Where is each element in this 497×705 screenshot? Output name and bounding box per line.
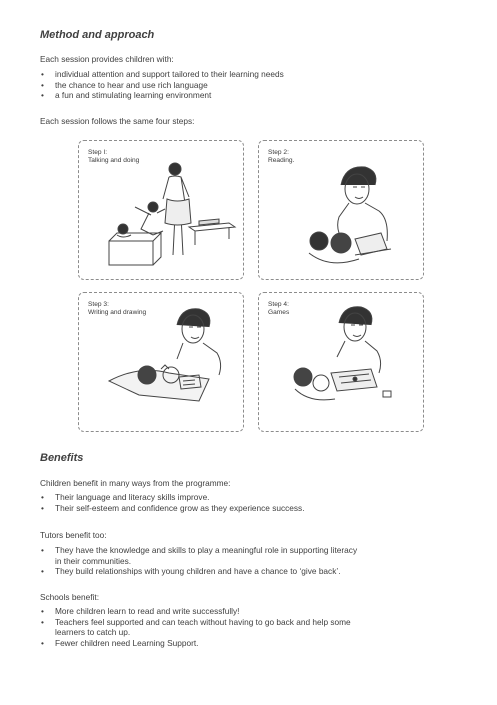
- method-bullet-list: [40, 69, 284, 101]
- writing-and-drawing-illustration: [79, 293, 245, 433]
- tutors-benefits-intro: Tutors benefit too:: [40, 530, 107, 540]
- schools-benefits-intro: Schools benefit:: [40, 592, 100, 602]
- list-item: • individual attention and support tailored to their learning needs: [40, 69, 284, 80]
- step-name: Reading.: [268, 157, 295, 164]
- list-item-line: • Teachers feel supported and can teach without having to go back and help some: [55, 616, 351, 627]
- games-illustration: [259, 293, 425, 433]
- step-label: Step 2:: [268, 149, 289, 156]
- step-panel-3: [78, 292, 244, 432]
- steps-intro: Each session follows the same four steps:: [40, 116, 195, 126]
- step-name: Talking and doing: [88, 157, 140, 164]
- step-panel-4: [258, 292, 424, 432]
- list-item: [40, 617, 351, 638]
- list-item: • They build relationships with young children and have a chance to ‘give back’.: [40, 566, 357, 577]
- steps-illustration-grid: [78, 140, 424, 432]
- step-label: Step 3:: [88, 301, 109, 308]
- reading-illustration: [259, 141, 425, 281]
- step-name: Games: [268, 309, 290, 316]
- method-heading: Method and approach: [40, 29, 155, 41]
- list-item: • Their self-esteem and confidence grow as they experience success.: [40, 503, 305, 514]
- step-panel-2: [258, 140, 424, 280]
- list-item: • More children learn to read and write successfully!: [40, 606, 351, 617]
- step-panel-1: [78, 140, 244, 280]
- children-benefits-intro: Children benefit in many ways from the programme:: [40, 478, 231, 488]
- list-item-line: • They have the knowledge and skills to play a meaningful role in supporting literacy: [55, 545, 358, 555]
- list-item: • Fewer children need Learning Support.: [40, 638, 351, 649]
- step-label: Step 4:: [268, 301, 289, 308]
- list-item: • a fun and stimulating learning environment: [40, 90, 284, 101]
- tutors-benefits-list: [40, 545, 357, 577]
- list-item-line: in their communities.: [55, 555, 132, 566]
- list-item: [40, 545, 357, 566]
- list-item: • the chance to hear and use rich language: [40, 80, 284, 91]
- method-intro: Each session provides children with:: [40, 54, 174, 64]
- talking-and-doing-illustration: [79, 141, 245, 281]
- benefits-heading: Benefits: [40, 452, 84, 464]
- step-label: Step I:: [88, 149, 108, 156]
- step-name: Writing and drawing: [88, 309, 147, 316]
- list-item-line: learners to catch up.: [55, 627, 131, 638]
- list-item: • Their language and literacy skills improve.: [40, 492, 305, 503]
- schools-benefits-list: [40, 606, 351, 648]
- children-benefits-list: [40, 492, 305, 513]
